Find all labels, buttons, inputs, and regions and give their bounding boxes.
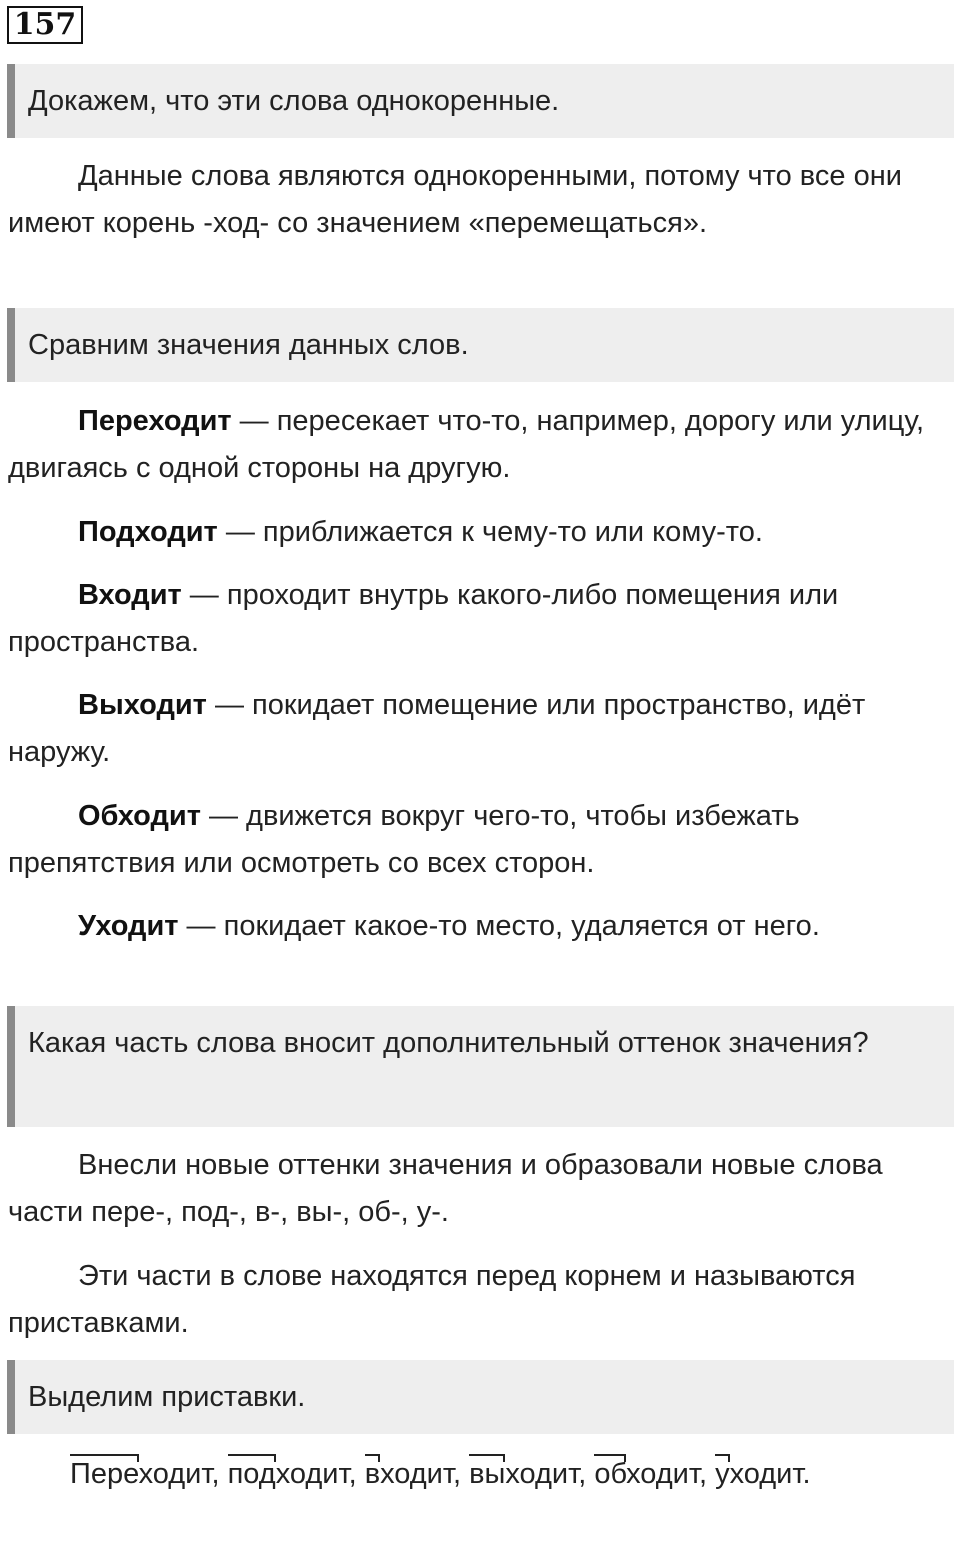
root-text: ходит — [729, 1458, 803, 1490]
definition-word: Выходит — [78, 689, 207, 721]
definition-word: Входит — [78, 579, 182, 611]
question-text: Какая часть слова вносит дополнительный оттенок значения? — [28, 1027, 869, 1059]
definition-word: Уходит — [78, 910, 179, 942]
question-box-3 — [7, 1006, 954, 1127]
morpheme-word — [469, 1458, 578, 1490]
question-text: Докажем, что эти слова однокоренные. — [28, 85, 560, 117]
definition-text: — покидает помещение или пространство, идёт наружу. — [8, 689, 866, 768]
question-box-2 — [7, 308, 954, 382]
morpheme-word — [365, 1458, 453, 1490]
prefix-mark — [365, 1458, 380, 1490]
paragraph-new-shades: Внесли новые оттенки значения и образовали новые слова части пере-, под-, в-, вы-, об-, у-. — [8, 1149, 883, 1228]
prefix-mark — [228, 1458, 276, 1490]
definition-vykhodit — [8, 682, 948, 776]
prefix-mark — [715, 1458, 730, 1490]
task-number: 157 — [7, 6, 83, 44]
definition-ukhodit — [8, 903, 948, 950]
separator: . — [802, 1458, 811, 1490]
definition-text: — пересекает что-то, например, дорогу или улицу, двигаясь с одной стороны на другую. — [8, 405, 924, 484]
question-text: Сравним значения данных слов. — [28, 329, 469, 361]
definition-word: Подходит — [78, 516, 218, 548]
definition-text: — движется вокруг чего-то, чтобы избежать препятствия или осмотреть со всех сторон. — [8, 800, 800, 879]
definition-perekhodit — [8, 398, 948, 492]
separator: , — [578, 1458, 595, 1490]
definition-word: Обходит — [78, 800, 201, 832]
prefix-text: под — [227, 1458, 276, 1490]
definition-obkhodit — [8, 793, 948, 887]
separator: , — [698, 1458, 716, 1490]
prefix-text: в — [364, 1458, 381, 1490]
definition-podkhodit — [8, 509, 948, 556]
prefix-text: у — [715, 1458, 730, 1490]
morpheme-word — [594, 1458, 699, 1490]
root-text: ходит — [380, 1458, 453, 1490]
paragraph-same-root: Данные слова являются однокоренными, потому что все они имеют корень -ход- со значением «перемещаться». — [8, 160, 902, 239]
question-box-4 — [7, 1360, 954, 1434]
paragraph-prefixes: Эти части в слове находятся перед корнем и называются приставками. — [8, 1260, 856, 1339]
morpheme-analysis — [8, 1450, 948, 1498]
definition-text: — покидает какое-то место, удаляется от него. — [178, 910, 820, 942]
separator: , — [211, 1458, 228, 1490]
separator: , — [348, 1458, 365, 1490]
question-text: Выделим приставки. — [28, 1381, 306, 1413]
prefix-mark — [469, 1458, 505, 1490]
definition-text: — приближается к чему-то или кому-то. — [217, 516, 763, 548]
root-text: ходит — [275, 1458, 349, 1490]
separator: , — [452, 1458, 470, 1490]
prefix-text: вы — [469, 1458, 506, 1490]
morpheme-word — [70, 1458, 211, 1490]
definition-word: Переходит — [78, 405, 232, 437]
definition-text: — проходит внутрь какого-либо помещения или пространства. — [8, 579, 839, 658]
prefix-text: об — [594, 1458, 627, 1490]
root-text: ходит — [626, 1458, 699, 1490]
definition-vkhodit — [8, 572, 948, 666]
root-text: ходит — [505, 1458, 579, 1490]
question-box-1 — [7, 64, 954, 138]
morpheme-word — [228, 1458, 349, 1490]
prefix-mark — [594, 1458, 626, 1490]
root-text: ходит — [138, 1458, 212, 1490]
prefix-mark — [70, 1458, 139, 1490]
prefix-text: Пере — [70, 1458, 139, 1490]
morpheme-word — [715, 1458, 802, 1490]
